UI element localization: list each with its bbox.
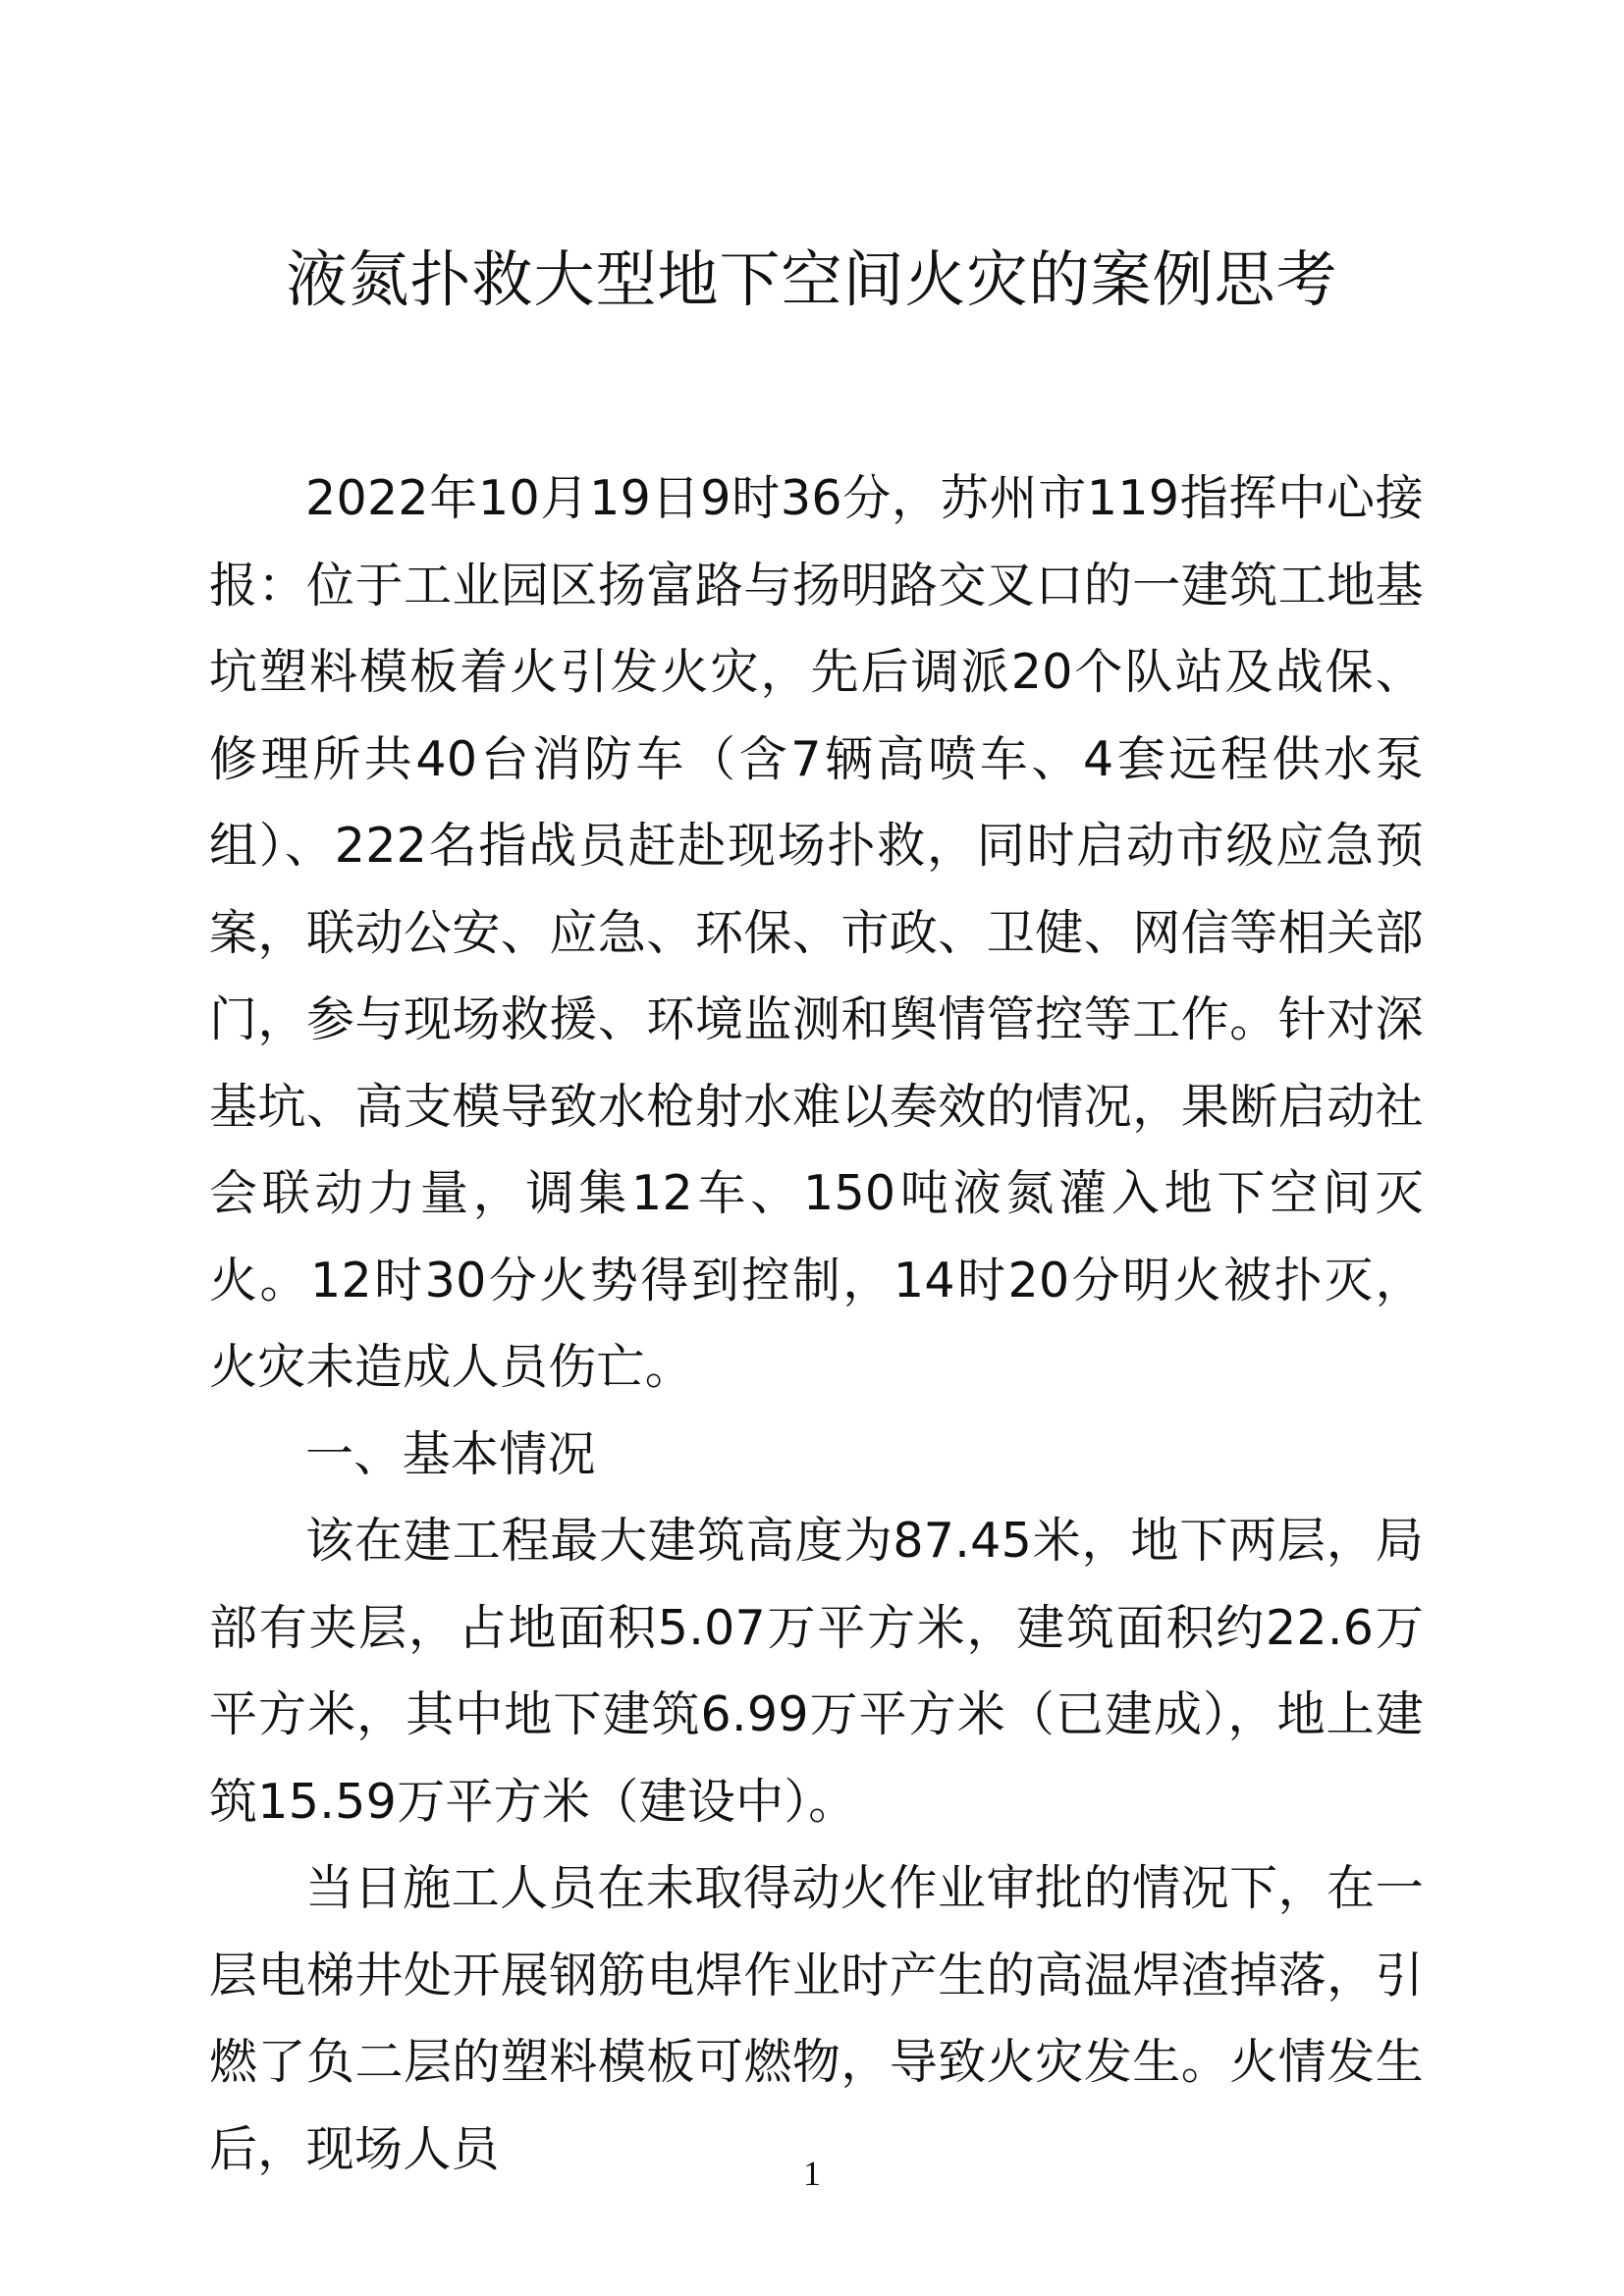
- document-title: 液氮扑救大型地下空间火灾的案例思考: [286, 243, 1338, 315]
- paragraph-incident-summary: 2022年10月19日9时36分，苏州市119指挥中心接报：位于工业园区扬富路与扬明路交叉口的一建筑工地基坑塑料模板着火引发火灾，先后调派20个队站及战保、修理所共40台消防车（含7辆高喷车、4套远程供水泵组）、222名指战员赶赴现场扑救，同时启动市级应急预案，联动公安、应急、环保、市政、卫健、网信等相关部门，参与现场救援、环境监测和舆情管控等工作。针对深基坑、高支模导致水枪射水难以奏效的情况，果断启动社会联动力量，调集12车、150吨液氮灌入地下空间灭火。12时30分火势得到控制，14时20分明火被扑灭，火灾未造成人员伤亡。: [209, 470, 1424, 1395]
- paragraph-building-info: 该在建工程最大建筑高度为87.45米，地下两层，局部有夹层，占地面积5.07万平方米，建筑面积约22.6万平方米，其中地下建筑6.99万平方米（已建成），地上建筑15.59万平方米（建设中）。: [209, 1513, 1424, 1830]
- paragraph-fire-cause: 当日施工人员在未取得动火作业审批的情况下，在一层电梯井处开展钢筋电焊作业时产生的高温焊渣掉落，引燃了负二层的塑料模板可燃物，导致火灾发生。火情发生后，现场人员: [209, 1860, 1424, 2177]
- page-number: 1: [803, 2154, 821, 2193]
- document-body: [209, 455, 1424, 2193]
- section-heading-basic-info: 一、基本情况: [305, 1425, 596, 1482]
